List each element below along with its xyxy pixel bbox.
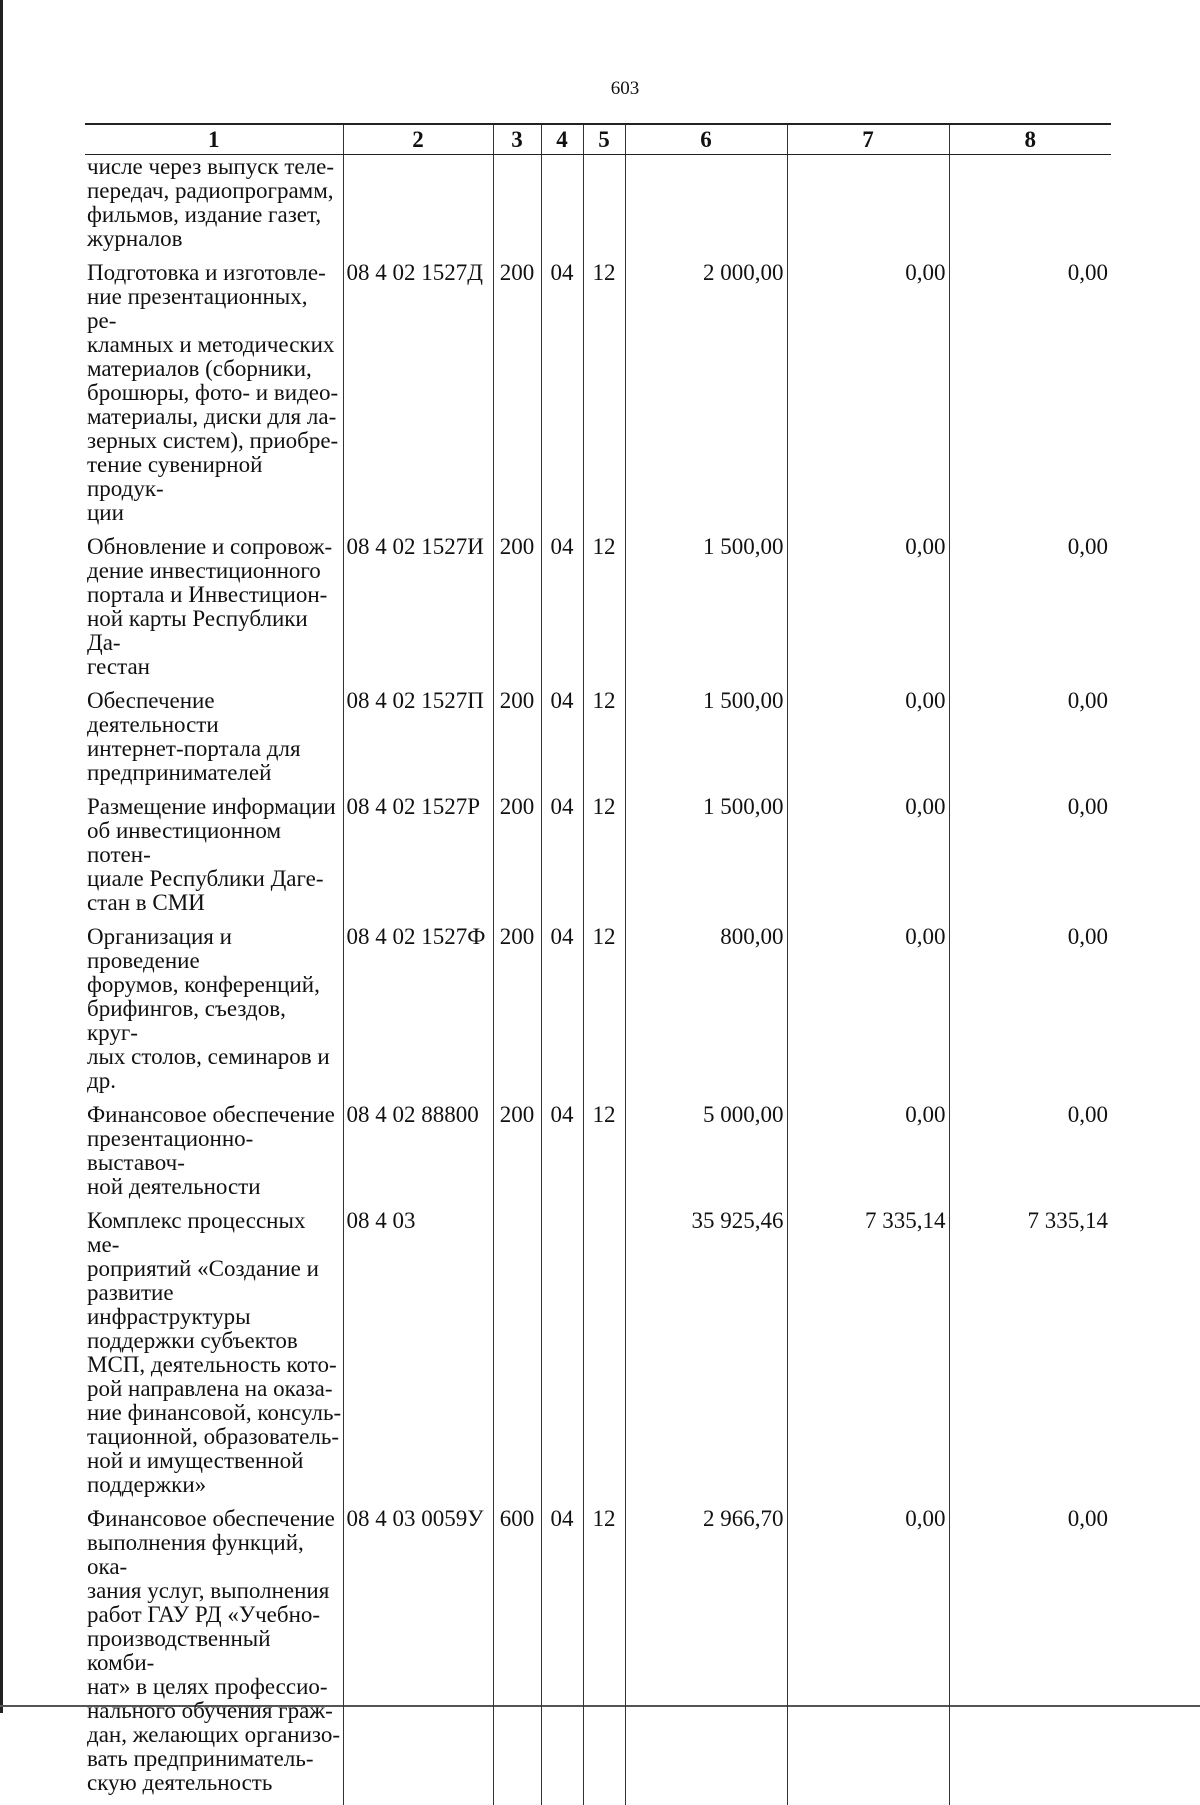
row-name: Подготовка и изготовле- ние презентационных, ре- кламных и методических материалов (сборники, брошюры, фото- и видео- материалы, диски для ла- зерных систем), приобре- тение сувенирной продук- ции	[85, 261, 343, 525]
header-col-5: 5	[583, 124, 625, 155]
row-name: Обеспечение деятельности интернет-портала для предпринимателей	[85, 689, 343, 785]
row-col-4: 04	[541, 1507, 583, 1795]
row-code: 08 4 02 1527И	[343, 535, 493, 679]
row-col-5	[583, 1209, 625, 1497]
row-value-6: 1 500,00	[625, 795, 787, 915]
row-col-5: 12	[583, 1507, 625, 1795]
header-col-4: 4	[541, 124, 583, 155]
row-col-3: 600	[493, 1507, 541, 1795]
row-name: числе через выпуск теле- передач, радиопрограмм, фильмов, издание газет, журналов	[85, 155, 343, 252]
row-code: 08 4 03 0059У	[343, 1507, 493, 1795]
row-code: 08 4 02 1527Р	[343, 795, 493, 915]
row-value-6: 2 000,00	[625, 261, 787, 525]
spacer-cell	[343, 1795, 493, 1805]
table-row	[85, 1209, 1111, 1497]
spacer-cell	[949, 1795, 1111, 1805]
row-col-5	[583, 155, 625, 252]
row-col-4	[541, 1209, 583, 1497]
header-row	[85, 124, 1111, 155]
table-body	[85, 155, 1111, 1805]
scan-edge-left	[0, 0, 3, 1713]
row-value-7: 0,00	[787, 925, 949, 1093]
row-value-8: 0,00	[949, 1103, 1111, 1199]
row-value-8	[949, 155, 1111, 252]
table-row	[85, 1103, 1111, 1199]
row-col-5: 12	[583, 689, 625, 785]
table-row	[85, 795, 1111, 915]
row-value-6: 800,00	[625, 925, 787, 1093]
header-col-8: 8	[949, 124, 1111, 155]
row-value-8: 0,00	[949, 795, 1111, 915]
spacer-cell	[583, 1795, 625, 1805]
row-value-8: 0,00	[949, 1507, 1111, 1795]
header-col-2: 2	[343, 124, 493, 155]
row-col-4: 04	[541, 795, 583, 915]
row-col-4: 04	[541, 689, 583, 785]
spacer-cell	[493, 1795, 541, 1805]
row-code: 08 4 02 1527Ф	[343, 925, 493, 1093]
row-col-5: 12	[583, 925, 625, 1093]
row-col-5: 12	[583, 535, 625, 679]
row-value-8: 0,00	[949, 535, 1111, 679]
spacer-cell	[583, 1199, 625, 1209]
row-value-7	[787, 155, 949, 252]
row-value-6: 1 500,00	[625, 535, 787, 679]
row-name: Обновление и сопровож- дение инвестиционного портала и Инвестицион- ной карты Республики Да- гестан	[85, 535, 343, 679]
row-col-3: 200	[493, 535, 541, 679]
row-value-7: 0,00	[787, 795, 949, 915]
row-value-8: 0,00	[949, 925, 1111, 1093]
row-value-7: 7 335,14	[787, 1209, 949, 1497]
table-row	[85, 535, 1111, 679]
row-value-6: 35 925,46	[625, 1209, 787, 1497]
row-value-8: 7 335,14	[949, 1209, 1111, 1497]
spacer-cell	[541, 1199, 583, 1209]
row-value-7: 0,00	[787, 689, 949, 785]
row-col-3: 200	[493, 925, 541, 1093]
row-col-4	[541, 155, 583, 252]
spacer-cell	[541, 1795, 583, 1805]
table-row	[85, 689, 1111, 785]
row-value-7: 0,00	[787, 1507, 949, 1795]
row-spacer	[85, 1795, 1111, 1805]
row-col-4: 04	[541, 925, 583, 1093]
row-col-4: 04	[541, 261, 583, 525]
row-name: Финансовое обеспечение выполнения функций, ока- зания услуг, выполнения работ ГАУ РД «Учебно- производственный комби- нат» в целях профессио- нального обучения граж- дан, желающих организо- вать предприниматель- скую деятельность	[85, 1507, 343, 1795]
row-col-3: 200	[493, 1103, 541, 1199]
row-value-8: 0,00	[949, 689, 1111, 785]
row-col-3: 200	[493, 689, 541, 785]
row-code	[343, 155, 493, 252]
row-code: 08 4 03	[343, 1209, 493, 1497]
header-col-1: 1	[85, 124, 343, 155]
row-col-5: 12	[583, 1103, 625, 1199]
row-code: 08 4 02 1527Д	[343, 261, 493, 525]
table-row	[85, 155, 1111, 252]
row-col-3: 200	[493, 261, 541, 525]
row-value-6: 1 500,00	[625, 689, 787, 785]
header-col-6: 6	[625, 124, 787, 155]
row-col-4: 04	[541, 1103, 583, 1199]
row-value-7: 0,00	[787, 261, 949, 525]
row-name: Комплекс процессных ме- роприятий «Создание и развитие инфраструктуры поддержки субъектов МСП, деятельность кото- рой направлена на оказа- ние финансовой, консуль- тационной, образователь- ной и имущественной поддержки»	[85, 1209, 343, 1497]
row-col-3: 200	[493, 795, 541, 915]
table-row	[85, 925, 1111, 1093]
table-row	[85, 261, 1111, 525]
row-value-6	[625, 155, 787, 252]
row-name: Финансовое обеспечение презентационно-выставоч- ной деятельности	[85, 1103, 343, 1199]
spacer-cell	[493, 1199, 541, 1209]
row-value-7: 0,00	[787, 1103, 949, 1199]
header-col-3: 3	[493, 124, 541, 155]
row-name: Организация и проведение форумов, конференций, брифингов, съездов, круг- лых столов, семинаров и др.	[85, 925, 343, 1093]
row-col-3	[493, 1209, 541, 1497]
row-code: 08 4 02 1527П	[343, 689, 493, 785]
row-name: Размещение информации об инвестиционном потен- циале Республики Даге- стан в СМИ	[85, 795, 343, 915]
row-value-7: 0,00	[787, 535, 949, 679]
row-code: 08 4 02 88800	[343, 1103, 493, 1199]
row-col-5: 12	[583, 795, 625, 915]
header-col-7: 7	[787, 124, 949, 155]
table-row	[85, 1507, 1111, 1795]
page-number: 603	[0, 78, 1200, 100]
spacer-cell	[787, 1795, 949, 1805]
spacer-cell	[625, 1795, 787, 1805]
spacer-cell	[85, 1795, 343, 1805]
row-col-4: 04	[541, 535, 583, 679]
row-value-6: 2 966,70	[625, 1507, 787, 1795]
row-col-3	[493, 155, 541, 252]
row-value-8: 0,00	[949, 261, 1111, 525]
row-col-5: 12	[583, 261, 625, 525]
row-value-6: 5 000,00	[625, 1103, 787, 1199]
budget-table	[85, 123, 1111, 1805]
